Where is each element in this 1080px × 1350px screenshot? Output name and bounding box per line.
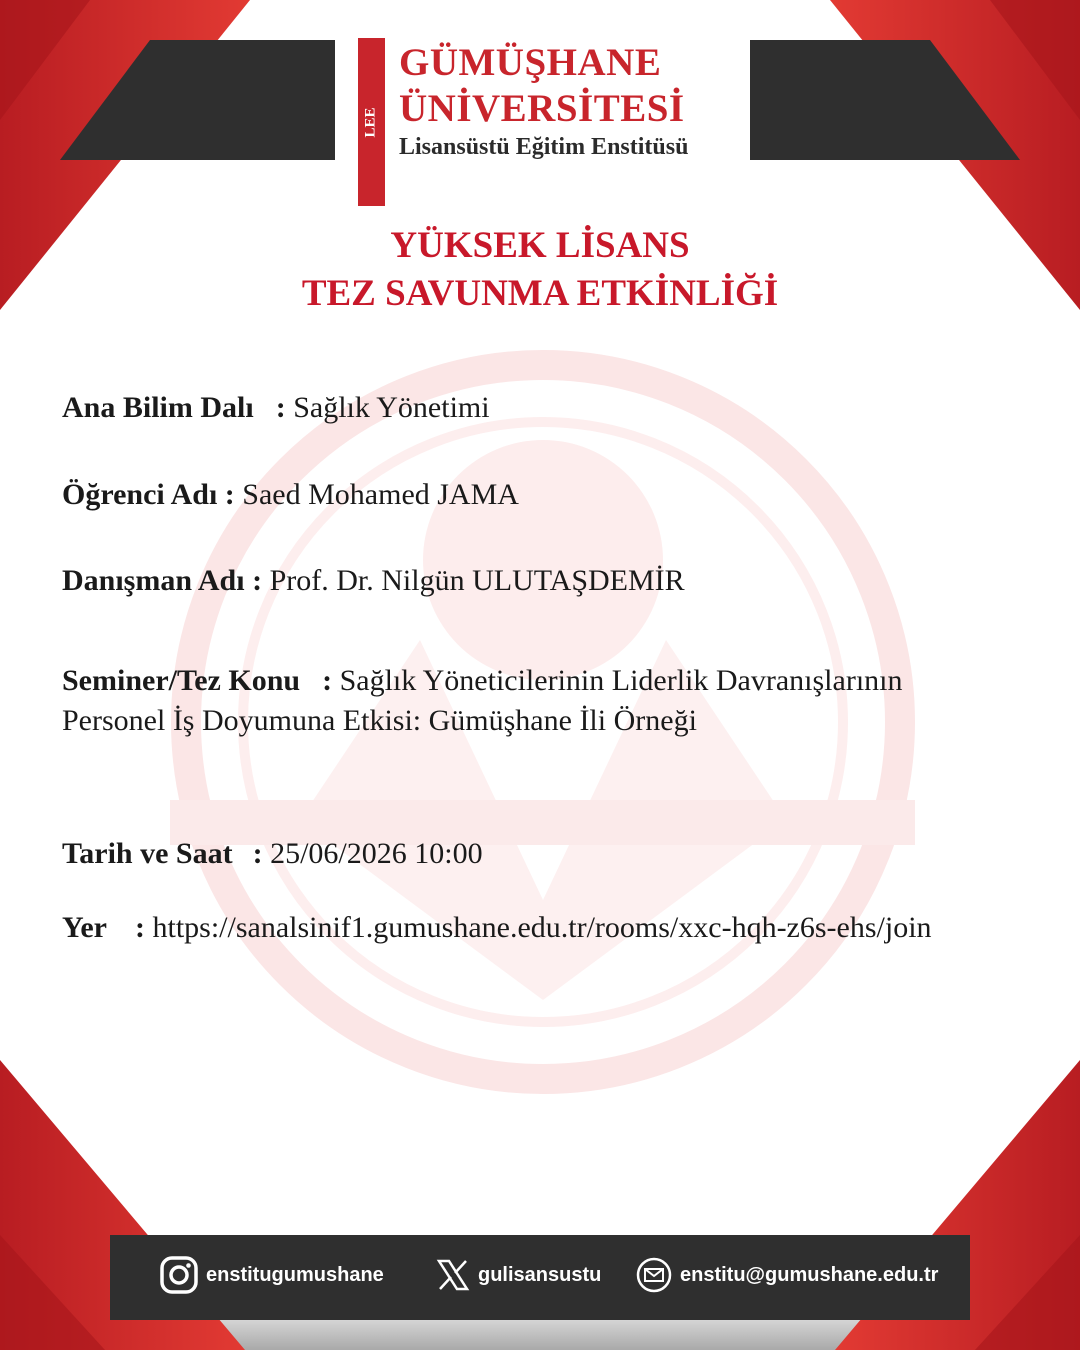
advisor-label: Danışman Adı: [62, 564, 245, 597]
logo-red-bar: [358, 38, 385, 206]
x-logo-icon: [436, 1258, 470, 1292]
place-link[interactable]: https://sanalsinif1.gumushane.edu.tr/rooms/xxc-hqh-z6s-ehs/join: [152, 911, 932, 944]
topic-row: [62, 664, 903, 698]
instagram-handle: enstitugumushane: [206, 1263, 384, 1286]
university-name-line2: ÜNİVERSİTESİ: [399, 87, 685, 130]
logo-bar-text: LEE: [362, 107, 379, 138]
datetime-label: Tarih ve Saat: [62, 837, 233, 870]
student-value: Saed Mohamed JAMA: [242, 478, 519, 511]
event-title-line2: TEZ SAVUNMA ETKİNLİĞİ: [301, 273, 779, 314]
student-row: [62, 478, 519, 512]
place-row: [62, 911, 932, 945]
datetime-separator: :: [252, 837, 263, 870]
department-label: Ana Bilim Dalı: [62, 391, 254, 424]
university-logo: [358, 38, 758, 208]
student-label: Öğrenci Adı: [62, 478, 218, 511]
advisor-value: Prof. Dr. Nilgün ULUTAŞDEMİR: [269, 564, 685, 597]
department-separator: :: [275, 391, 286, 424]
x-link[interactable]: [436, 1253, 601, 1297]
student-separator: :: [224, 478, 235, 511]
institute-name: Lisansüstü Eğitim Enstitüsü: [399, 134, 689, 160]
topic-value-line2: Personel İş Doyumuna Etkisi: Gümüşhane İli Örneği: [62, 704, 697, 737]
instagram-icon: [160, 1256, 198, 1294]
place-label: Yer: [62, 911, 107, 944]
advisor-separator: :: [252, 564, 263, 597]
datetime-value: 25/06/2026 10:00: [270, 837, 483, 870]
department-row: [62, 391, 490, 425]
advisor-row: [62, 564, 685, 598]
topic-value-line1: Sağlık Yöneticilerinin Liderlik Davranışlarının: [339, 664, 903, 697]
datetime-row: [62, 837, 483, 871]
email-link[interactable]: [636, 1253, 938, 1297]
instagram-link[interactable]: [160, 1253, 384, 1297]
topic-label: Seminer/Tez Konu: [62, 664, 301, 697]
x-handle: gulisansustu: [478, 1263, 602, 1286]
email-address: enstitu@gumushane.edu.tr: [680, 1263, 939, 1286]
department-value: Sağlık Yönetimi: [293, 391, 490, 424]
place-separator: :: [134, 911, 145, 944]
topic-separator: :: [322, 664, 333, 697]
mail-icon: [636, 1257, 672, 1293]
event-title-line1: YÜKSEK LİSANS: [390, 225, 690, 266]
university-name-line1: GÜMÜŞHANE: [399, 41, 662, 84]
